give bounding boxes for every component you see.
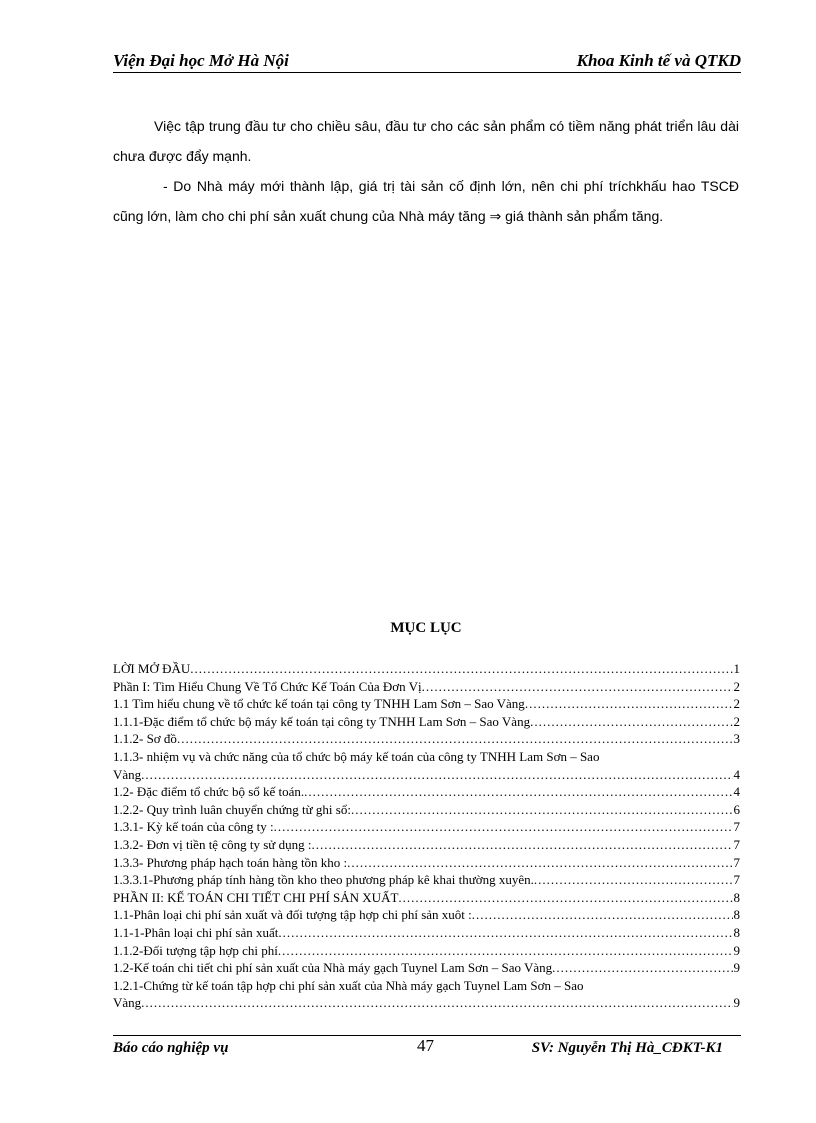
toc-leader [141, 994, 732, 1012]
toc-entry-text-cont: Vàng [113, 995, 142, 1011]
toc-entry [113, 660, 740, 678]
toc-page-number: 7 [733, 854, 740, 870]
toc-page-number: 7 [733, 872, 740, 888]
toc-leader [525, 695, 733, 713]
toc-entry [113, 678, 740, 696]
toc-entry-text-cont: Vàng [113, 766, 142, 782]
toc-leader [278, 942, 733, 960]
toc-entry-text: 1.3.3- Phương pháp hạch toán hàng tồn kho : [113, 854, 348, 870]
toc-page-number: 7 [733, 819, 740, 835]
toc-leader [141, 766, 732, 784]
toc-entry [113, 924, 740, 942]
toc-entry [113, 801, 740, 819]
toc-entry [113, 854, 740, 872]
toc-leader [534, 871, 733, 889]
toc-page-number: 2 [733, 713, 740, 729]
toc-entry [113, 713, 740, 731]
toc-entry-text: 1.1 Tìm hiểu chung về tổ chức kế toán tại công ty TNHH Lam Sơn – Sao Vàng [113, 696, 525, 712]
toc-entry-text: 1.1-Phân loại chi phí sản xuất và đối tượng tập hợp chi phí sản xuôt : [113, 907, 472, 923]
toc-entry [113, 836, 740, 854]
toc-entry-text: 1.1.2- Sơ đồ [113, 731, 177, 747]
toc-entry [113, 818, 740, 836]
toc-page-number: 2 [733, 678, 740, 694]
toc-entry [113, 942, 740, 960]
toc-entry [113, 977, 740, 1012]
toc-entry [113, 906, 740, 924]
toc-leader [278, 924, 732, 942]
paragraph-2: - Do Nhà máy mới thành lập, giá trị tài sản cố định lớn, nên chi phí tríchkhấu hao TSCĐ cũng lớn, làm cho chi phí sản xuất chung của Nhà máy tăng ⇒ giá thành sản phẩm tăng. [113, 178, 739, 224]
toc-page-number: 7 [733, 836, 740, 852]
toc-page-number: 4 [733, 766, 740, 782]
toc-entry [113, 748, 740, 783]
toc-entry-text: 1.1.3- nhiệm vụ và chức năng của tổ chức bộ máy kế toán của công ty TNHH Lam Sơn – Sao [113, 748, 600, 764]
toc-title: MỤC LỤC [390, 620, 462, 636]
toc-entry-text: Phần I: Tìm Hiểu Chung Về Tổ Chức Kế Toán Của Đơn Vị [113, 678, 422, 694]
toc-entry [113, 889, 740, 907]
page-number: 47 [417, 1036, 434, 1055]
toc-page-number: 8 [733, 889, 740, 905]
toc-leader [304, 783, 732, 801]
header-institution: Viện Đại học Mở Hà Nội [113, 51, 289, 70]
toc-page-number: 9 [733, 942, 740, 958]
toc-leader [274, 818, 733, 836]
toc-page-number: 3 [733, 731, 740, 747]
toc-entry-text: 1.3.1- Kỳ kế toán của công ty : [113, 819, 274, 835]
toc-entry-text: 1.3.2- Đơn vị tiền tệ công ty sử dụng : [113, 836, 312, 852]
toc-leader [552, 959, 732, 977]
toc-entry [113, 730, 740, 748]
toc-page-number: 6 [733, 801, 740, 817]
footer-report-type: Báo cáo nghiệp vụ [113, 1040, 229, 1056]
toc-entry [113, 783, 740, 801]
toc-page-number: 2 [733, 696, 740, 712]
toc-entry [113, 959, 740, 977]
toc-entry-text: 1.2.2- Quy trình luân chuyển chứng từ ghi sổ: [113, 801, 351, 817]
toc-entry-text: 1.2-Kế toán chi tiết chi phí sản xuất của Nhà máy gạch Tuynel Lam Sơn – Sao Vàng [113, 960, 553, 976]
toc-entry [113, 871, 740, 889]
header-faculty: Khoa Kinh tế và QTKD [576, 51, 741, 70]
toc-page-number: 9 [733, 995, 740, 1011]
table-of-contents [113, 660, 740, 1012]
paragraph-1: Việc tập trung đầu tư cho chiều sâu, đầu tư cho các sản phẩm có tiềm năng phát triển lâu dài chưa được đẩy mạnh. [113, 118, 739, 164]
toc-page-number: 9 [733, 960, 740, 976]
toc-entry-text: 1.1.2-Đối tượng tập hợp chi phí [113, 942, 278, 958]
toc-entry-text: 1.1-1-Phân loại chi phí sản xuất [113, 924, 279, 940]
toc-entry-text: 1.3.3.1-Phương pháp tính hàng tồn kho theo phương pháp kê khai thường xuyên. [113, 872, 534, 888]
toc-entry-text: 1.2- Đặc điểm tổ chức bộ sổ kế toán. [113, 784, 305, 800]
toc-entry [113, 695, 740, 713]
toc-leader [472, 906, 733, 924]
body-text [113, 111, 739, 231]
toc-page-number: 1 [733, 661, 740, 676]
toc-entry-text: LỜI MỞ ĐẦU [113, 661, 191, 676]
toc-entry-text: 1.1.1-Đặc điểm tổ chức bộ máy kế toán tại công ty TNHH Lam Sơn – Sao Vàng [113, 713, 531, 729]
toc-page-number: 8 [733, 924, 740, 940]
toc-entry-text: PHẦN II: KẾ TOÁN CHI TIẾT CHI PHÍ SẢN XUẤT [113, 889, 399, 905]
toc-leader [422, 678, 733, 696]
toc-leader [398, 889, 732, 907]
toc-leader [177, 730, 733, 748]
toc-leader [351, 801, 733, 819]
toc-page-number: 8 [733, 907, 740, 923]
footer-student: SV: Nguyễn Thị Hà_CĐKT-K1 [531, 1040, 723, 1056]
toc-leader [190, 660, 732, 678]
toc-page-number: 4 [733, 784, 740, 800]
toc-entry-text: 1.2.1-Chứng từ kế toán tập hợp chi phí sản xuất của Nhà máy gạch Tuynel Lam Sơn – Sao [113, 977, 584, 993]
toc-leader [311, 836, 732, 854]
toc-leader [347, 854, 732, 872]
page-footer [113, 1035, 741, 1066]
toc-leader [530, 713, 732, 731]
page-header [113, 46, 741, 73]
